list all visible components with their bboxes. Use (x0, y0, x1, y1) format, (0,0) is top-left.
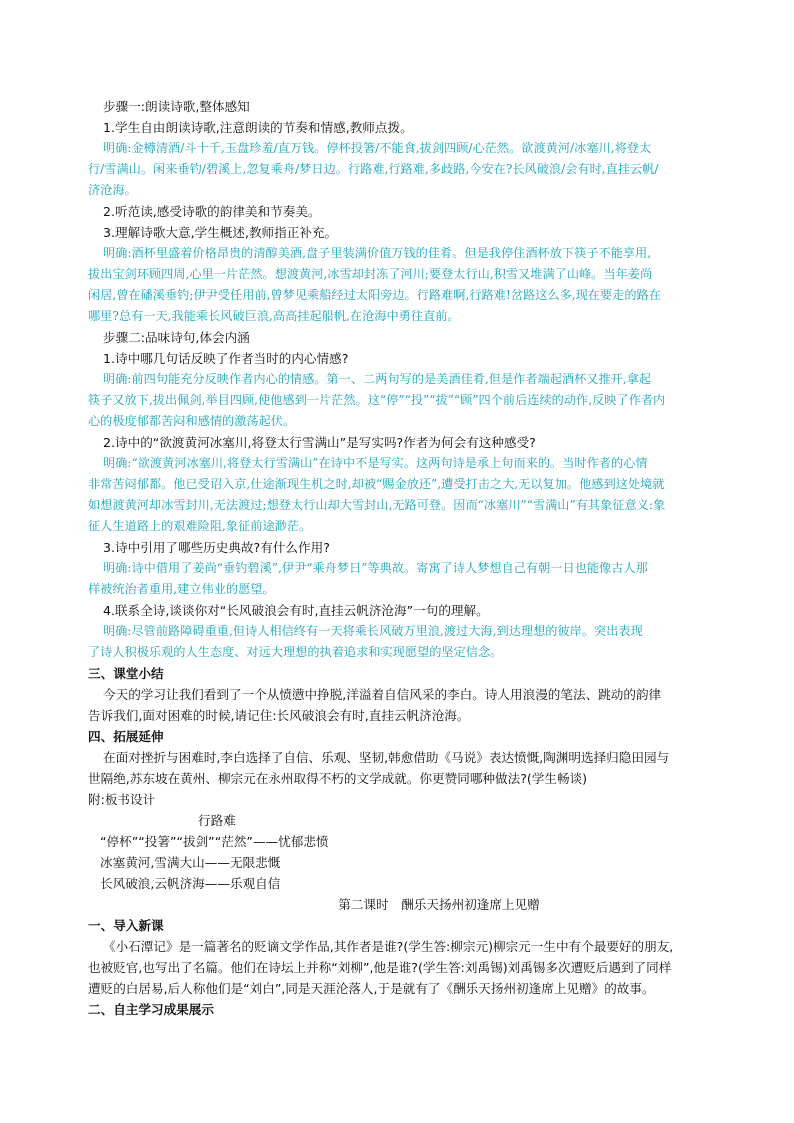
text-line: 如想渡黄河却冰雪封川,无法渡过;想登太行山却大雪封山,无路可登。因而“冰塞川”“雪满山”有其象征意义:象 (88, 498, 666, 512)
text-line: 明确:酒杯里盛着价格昂贵的清醇美酒,盘子里装满价值万钱的佳肴。但是我停住酒杯放下筷子不能享用, (103, 246, 652, 260)
text-line: 明确:“欲渡黄河冰塞川,将登太行雪满山”在诗中不是写实。这两句诗是承上句而来的。当时作者的心情 (103, 456, 648, 470)
text-line: 行路难 (198, 813, 236, 828)
text-line: 也被贬官,也写出了名篇。他们在诗坛上并称“刘柳”,他是谁?(学生答:刘禹锡)刘禹锡多次遭贬后遇到了同样 (88, 960, 672, 975)
text-line: 了诗人积极乐观的人生态度、对远大理想的执着追求和实现愿望的坚定信念。 (88, 645, 503, 659)
text-line: 第二课时 酬乐天扬州初逢席上见赠 (338, 897, 540, 912)
text-line: 心的极度郁都苦闷和感情的激荡起伏。 (88, 414, 296, 428)
text-line: 筷子又放下,拔出佩剑,举目四顾,使他感到一片茫然。这“停”“投”“拔”“顾”四个前后连续的动作,反映了作者内 (88, 393, 666, 407)
text-line: 1.诗中哪几句话反映了作者当时的内心情感? (103, 351, 349, 366)
text-line: 四、拓展延伸 (88, 729, 164, 744)
document-body (88, 96, 710, 1020)
text-line: “停杯”“投箸”“拔剑”“茫然”——忧郁悲愤 (100, 834, 329, 849)
text-line: 2.听范读,感受诗歌的韵律美和节奏美。 (103, 204, 321, 219)
text-line: 附:板书设计 (88, 792, 156, 807)
text-line: 征人生道路上的艰难险阻,象征前途渺茫。 (88, 519, 312, 533)
text-line: 今天的学习让我们看到了一个从愤懑中挣脱,洋溢着自信风采的李白。诗人用浪漫的笔法、跳动的韵律 (103, 687, 662, 702)
text-line: 《小石潭记》是一篇著名的贬谪文学作品,其作者是谁?(学生答:柳宗元)柳宗元一生中有个最要好的朋友, (103, 939, 674, 954)
text-line: 一、导入新课 (88, 918, 164, 933)
text-line: 明确:前四句能充分反映作者内心的情感。第一、二两句写的是美酒佳肴,但是作者端起酒杯又推开,拿起 (103, 372, 652, 386)
text-line: 非常苦闷郁都。他已受诏入京,仕途渐现生机之时,却被“赐金放还”,遭受打击之大,无以复加。他感到这处境就 (88, 477, 665, 491)
text-line: 4.联系全诗,谈谈你对“长风破浪会有时,直挂云帆济沧海”一句的理解。 (103, 603, 489, 618)
text-line: 步骤二:品味诗句,体会内涵 (103, 330, 250, 345)
text-line: 冰塞黄河,雪满大山——无限悲慨 (100, 855, 281, 870)
text-line: 三、课堂小结 (88, 666, 164, 681)
text-line: 2.诗中的“欲渡黄河冰塞川,将登太行雪满山”是写实吗?作者为何会有这种感受? (103, 435, 536, 450)
text-line: 样被统治者重用,建立伟业的愿望。 (88, 582, 275, 596)
text-line: 济沧海。 (88, 183, 137, 197)
text-line: 世隔绝,苏东坡在黄州、柳宗元在永州取得不朽的文学成就。你更赞同哪种做法?(学生畅谈) (88, 771, 588, 786)
text-line: 哪里?总有一天,我能乘长风破巨浪,高高挂起船帆,在沧海中勇往直前。 (88, 309, 460, 323)
text-line: 闲居,曾在磻溪垂钓;伊尹受任用前,曾梦见乘船经过太阳旁边。行路难啊,行路难!岔路这么多,现在要走的路在 (88, 288, 661, 302)
text-line: 3.理解诗歌大意,学生概述,教师指正补充。 (103, 225, 338, 240)
text-line: 明确:尽管前路障碍重重,但诗人相信终有一天将乘长风破万里浪,渡过大海,到达理想的彼岸。突出表现 (103, 624, 643, 638)
document-page (88, 96, 710, 1020)
text-line: 步骤一:朗读诗歌,整体感知 (103, 99, 250, 114)
text-line: 1.学生自由朗读诗歌,注意朗读的节奏和情感,教师点拨。 (103, 120, 413, 135)
text-line: 告诉我们,面对困难的时候,请记住:长风破浪会有时,直挂云帆济沧海。 (88, 708, 470, 723)
text-line: 拔出宝剑环顾四周,心里一片茫然。想渡黄河,冰雪却封冻了河川;要登太行山,积雪又堆满了山峰。当年姜尚 (88, 267, 653, 281)
text-line: 3.诗中引用了哪些历史典故?有什么作用? (103, 540, 330, 555)
text-line: 明确:诗中借用了姜尚“垂钓碧溪”,伊尹“乘舟梦日”等典故。寄寓了诗人梦想自己有朝一日也能像古人那 (103, 561, 648, 575)
text-line: 遭贬的白居易,后人称他们是“刘白”,同是天涯沦落人,于是就有了《酬乐天扬州初逢席上见赠》的故事。 (88, 981, 655, 996)
text-line: 在面对挫折与困难时,李白选择了自信、乐观、坚韧,韩愈借助《马说》表达愤慨,陶渊明选择归隐田园与 (103, 750, 670, 765)
text-line: 二、自主学习成果展示 (88, 1002, 214, 1017)
text-line: 长风破浪,云帆济海——乐观自信 (100, 876, 281, 891)
text-line: 明确:金樽清酒/斗十千,玉盘珍羞/直万钱。停杯投箸/不能食,拔剑四顾/心茫然。欲渡黄河/冰塞川,将登太 (103, 141, 652, 155)
text-line: 行/雪满山。闲来垂钓/碧溪上,忽复乘舟/梦日边。行路难,行路难,多歧路,今安在?长风破浪/会有时,直挂云帆/ (88, 162, 659, 176)
